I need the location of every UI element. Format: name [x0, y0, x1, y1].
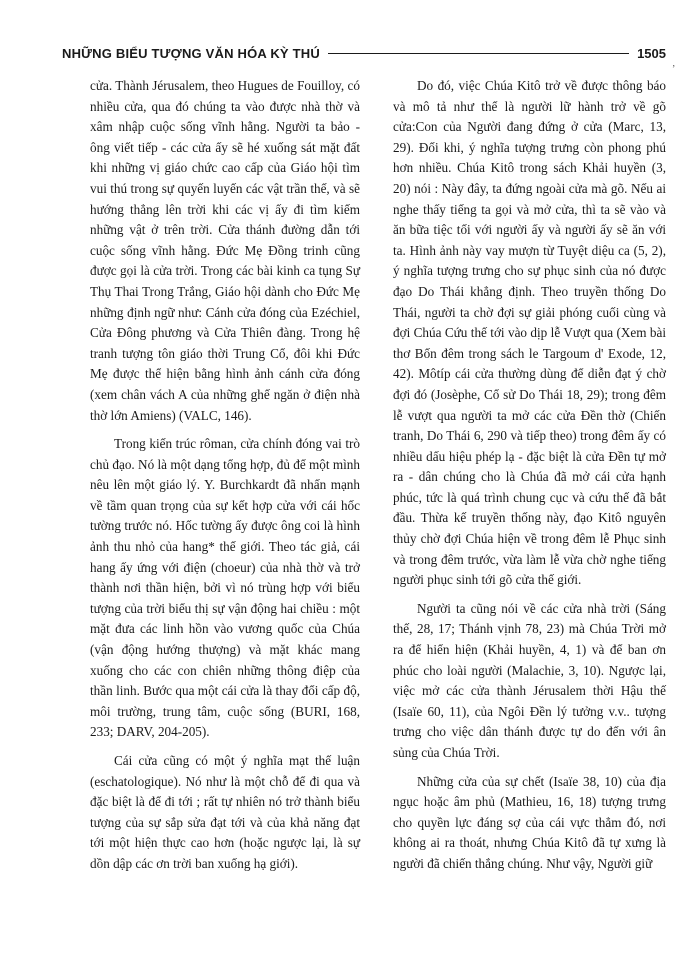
- paragraph: Những cửa của sự chết (Isaïe 38, 10) của địa ngục hoặc âm phủ (Mathieu, 16, 18) tượng trưng cho quyền lực đáng sợ của cái vực thẳm đó, nơi không ai ra thoát, nhưng Chúa Kitô đã tự xưng là người đã chiến thắng chúng. Như vậy, Người giữ: [393, 773, 666, 871]
- paragraph: cửa. Thành Jérusalem, theo Hugues de Fouilloy, có nhiều cửa, qua đó chúng ta vào được nhà thờ và xâm nhập cuộc sống vĩnh hằng. Người ta bảo - ông viết tiếp - các cửa ấy sẽ hé xuống sát mặt đất khi những vị giáo chức cao cấp của Giáo hội tìm vui thú trong sự quyến luyến các vật trần thế, và sẽ hướng thẳng lên trời khi các vị ấy đi tìm kiếm những vật ở trên trời. Cửa thánh đường dẫn tới cuộc sống vĩnh hằng. Đức Mẹ Đồng trinh cũng được gọi là cửa trời. Trong các bài kinh ca tụng Sự Thụ Thai Trong Trắng, Giáo hội dành cho Đức Mẹ những định ngữ như: Cánh cửa đóng của Ezéchiel, Cửa Đông phương và Cửa Thiên đàng. Trong hệ tranh tượng tôn giáo thời Trung Cổ, đôi khi Đức Mẹ được thể hiện bằng hình ảnh cánh cửa đóng (xem chân vách A của những ghế ngăn ở điện nhà thờ lớn Amiens) (VALC, 146).: [90, 78, 360, 423]
- left-column: [90, 76, 360, 875]
- running-title: NHỮNG BIỂU TƯỢNG VĂN HÓA KỲ THÚ: [62, 45, 320, 61]
- paragraph: Cái cửa cũng có một ý nghĩa mạt thế luận (eschatologique). Nó như là một chỗ để đi qua và đặc biệt là để đi tới ; rất tự nhiên nó trở thành biểu tượng của sự sắp sửa đạt tới và của khả năng đạt tới một hiện thực cao hơn (hoặc ngược lại, là sự dồn dập các ơn trời ban xuống hạ giới).: [90, 753, 360, 871]
- margin-mark: ʼ: [672, 64, 676, 75]
- paragraph: Người ta cũng nói về các cửa nhà trời (Sáng thế, 28, 17; Thánh vịnh 78, 23) mà Chúa Trời mở ra để hiển hiện (Khải huyền, 4, 1) và để ban ơn phúc cho loài người (Malachie, 3, 10). Ngược lại, việc mở các cửa thành Jérusalem thời Hậu thế (Isaïe 60, 11), của Ngôi Đền lý tưởng v.v.. tượng trưng cho việc dân thánh được tự do đến với ân sủng của Chúa Trời.: [393, 600, 666, 760]
- running-header: [62, 42, 666, 64]
- header-rule: [328, 53, 629, 54]
- page-number: 1505: [637, 45, 666, 61]
- right-column: [393, 76, 666, 875]
- paragraph: Trong kiến trúc rôman, cửa chính đóng vai trò chủ đạo. Nó là một dạng tổng hợp, đủ để một mình nêu lên một giáo lý. Y. Burchkardt đã nhấn mạnh về tầm quan trọng của sự kết hợp cửa với cái hốc tường trước nó. Hốc tường ấy được ông coi là hình ảnh thu nhỏ của hang* thế giới. Theo tác giả, cái hang ấy ứng với điện (choeur) của nhà thờ và trở thành nơi thần hiện, bởi vì nó trùng hợp với biểu tượng của trời biểu thị sự vận động hai chiều : một mặt đưa các linh hồn vào vương quốc của Chúa (vận động hướng thượng) và mặt khác mang xuống cho các con chiên những thông điệp của thần linh. Bước qua một cái cửa là thay đổi cấp độ, môi trường, trung tâm, cuộc sống (BURI, 168, 233; DARV, 204-205).: [90, 436, 360, 740]
- paragraph: Do đó, việc Chúa Kitô trở về được thông báo và mô tả như thể là người lữ hành trở về gõ cửa:Con của Người đang đứng ở cửa (Marc, 13, 29). Đối khi, ý nghĩa tượng trưng còn phong phú hơn nhiều. Chúa Kitô trong sách Khải huyền (3, 20) nói : Này đây, ta đứng ngoài cửa mà gõ. Nếu ai nghe thấy tiếng ta gọi và mở cửa, thì ta sẽ vào và ăn bữa tiệc tối với người ấy và người ấy sẽ ăn với ta. Hình ảnh này vay mượn từ Tuyệt diệu ca (5, 2), ý nghĩa tượng trưng cho sự phục sinh của nó được đạo Do Thái khẳng định. Theo truyền thống Do Thái, người ta chờ đợi sự giải phóng cuối cùng và đợi Chúa Cứu thế tới vào dịp lễ Vượt qua (Xem bài thơ Bốn đêm trong sách le Targoum d' Exode, 12, 42). Môtíp cái cửa thường dùng để diễn đạt ý chờ đợi đó (Josèphe, Cổ sử Do Thái 18, 29); trong đêm lễ vượt qua người ta mở các cửa Đền thờ (Chiến tranh, Do Thái 6, 290 và tiếp theo) trong đêm ấy có nhiều dấu hiệu phép lạ - đặc biệt là cửa Đền tự mở ra - dân chúng cho là Chúa đã mở cái cửa hạnh phúc, tức là quá trình chung cục và cứu thế đã bắt đầu. Thừa kế truyền thống này, đạo Kitô nguyên thủy chờ đợi Chúa hiện về trong đêm lễ Phục sinh và trong đêm trước, vừa làm lễ vừa chờ nghe tiếng người phục sinh tới gõ cửa thế giới.: [393, 78, 666, 588]
